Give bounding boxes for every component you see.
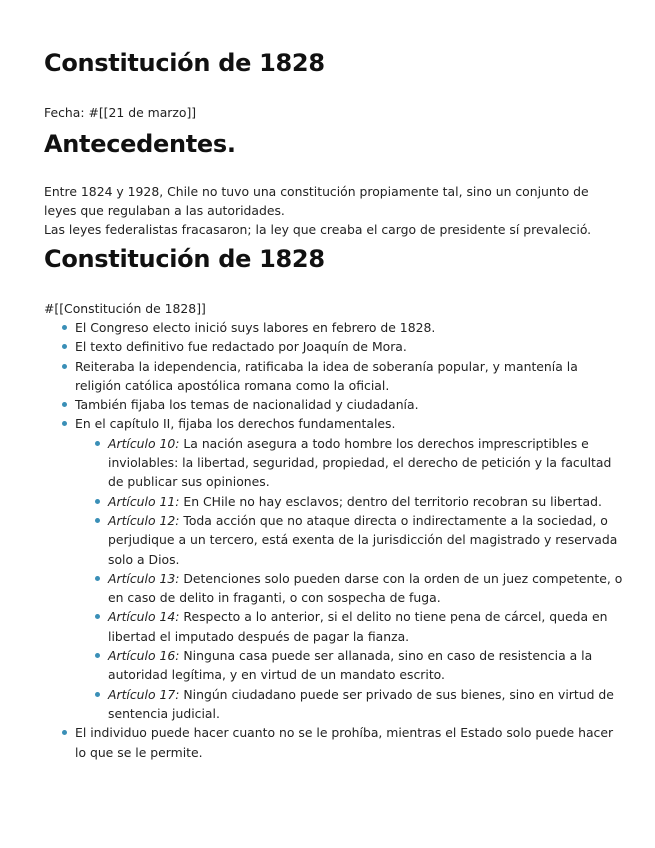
bullet-icon <box>62 364 67 369</box>
list-item-text: En el capítulo II, fijaba los derechos fundamentales. <box>75 416 396 432</box>
bullet-icon <box>95 499 100 504</box>
article-item <box>108 646 625 685</box>
article-label: Artículo 13: <box>108 570 180 586</box>
bullet-icon <box>62 325 67 330</box>
article-item <box>108 569 625 608</box>
bullet-icon <box>95 614 100 619</box>
bullet-icon <box>62 402 67 407</box>
list-item <box>75 414 625 723</box>
paragraph-antecedentes-1: Entre 1824 y 1928, Chile no tuvo una constitución propiamente tal, sino un conjunto de leyes que regulaban a las autoridades. <box>44 184 589 218</box>
article-item <box>108 492 625 511</box>
page-tag-link[interactable]: #[[Constitución de 1828]] <box>44 301 206 316</box>
heading-antecedentes: Antecedentes. <box>44 130 236 158</box>
list-item-text: Reiteraba la idependencia, ratificaba la idea de soberanía popular, y mantenía la religión católica apostólica romana como la oficial. <box>75 358 578 393</box>
bullet-icon <box>62 730 67 735</box>
article-text: Detenciones solo pueden darse con la orden de un juez competente, o en caso de delito in fraganti, o con sospecha de fuga. <box>108 570 623 606</box>
article-label: Artículo 17: <box>108 686 180 702</box>
article-text: Respecto a lo anterior, si el delito no tiene pena de cárcel, queda en libertad el imputado después de pagar la fianza. <box>108 609 608 644</box>
paragraph-antecedentes-2: Las leyes federalistas fracasaron; la ley que creaba el cargo de presidente sí prevaleció. <box>44 222 592 237</box>
bullet-icon <box>62 421 67 426</box>
list-item-text: El texto definitivo fue redactado por Joaquín de Mora. <box>75 339 407 355</box>
main-bullet-list <box>44 318 625 762</box>
article-label: Artículo 16: <box>108 648 180 664</box>
article-item <box>108 607 625 646</box>
article-text: Toda acción que no ataque directa o indirectamente a la sociedad, o perjudique a un tercero, está exenta de la jurisdicción del magistrado y reservada solo a Dios. <box>108 512 618 567</box>
article-text: En CHile no hay esclavos; dentro del territorio recobran su libertad. <box>179 493 602 509</box>
list-item <box>75 357 625 396</box>
heading-constitucion: Constitución de 1828 <box>44 245 325 273</box>
article-text: Ningún ciudadano puede ser privado de sus bienes, sino en virtud de sentencia judicial. <box>108 686 614 721</box>
bullet-icon <box>62 344 67 349</box>
article-label: Artículo 11: <box>108 493 180 509</box>
bullet-icon <box>95 653 100 658</box>
article-label: Artículo 12: <box>108 512 180 528</box>
bullet-icon <box>95 692 100 697</box>
article-text: La nación asegura a todo hombre los derechos imprescriptibles e inviolables: la libertad, seguridad, propiedad, el derecho de petición y la facultad de publicar sus opiniones. <box>108 435 612 490</box>
list-item-text: El individuo puede hacer cuanto no se le prohíba, mientras el Estado solo puede hacer lo que se le permite. <box>75 725 614 760</box>
article-item <box>108 434 625 492</box>
page-title: Constitución de 1828 <box>44 49 325 77</box>
date-line[interactable]: Fecha: #[[21 de marzo]] <box>44 105 197 120</box>
list-item <box>75 318 625 337</box>
bullet-icon <box>95 576 100 581</box>
bullet-icon <box>95 441 100 446</box>
bullet-icon <box>95 518 100 523</box>
article-text: Ninguna casa puede ser allanada, sino en caso de resistencia a la autoridad legítima, y en virtud de un mandato escrito. <box>108 648 593 683</box>
articles-list <box>75 434 625 723</box>
list-item-text: También fijaba los temas de nacionalidad y ciudadanía. <box>75 397 419 413</box>
list-item <box>75 395 625 414</box>
list-item-text: El Congreso electo inició suys labores en febrero de 1828. <box>75 320 436 335</box>
article-item <box>108 511 625 569</box>
list-item <box>75 723 625 762</box>
article-label: Artículo 10: <box>108 435 180 451</box>
article-item <box>108 685 625 724</box>
list-item <box>75 337 625 356</box>
article-label: Artículo 14: <box>108 609 180 625</box>
